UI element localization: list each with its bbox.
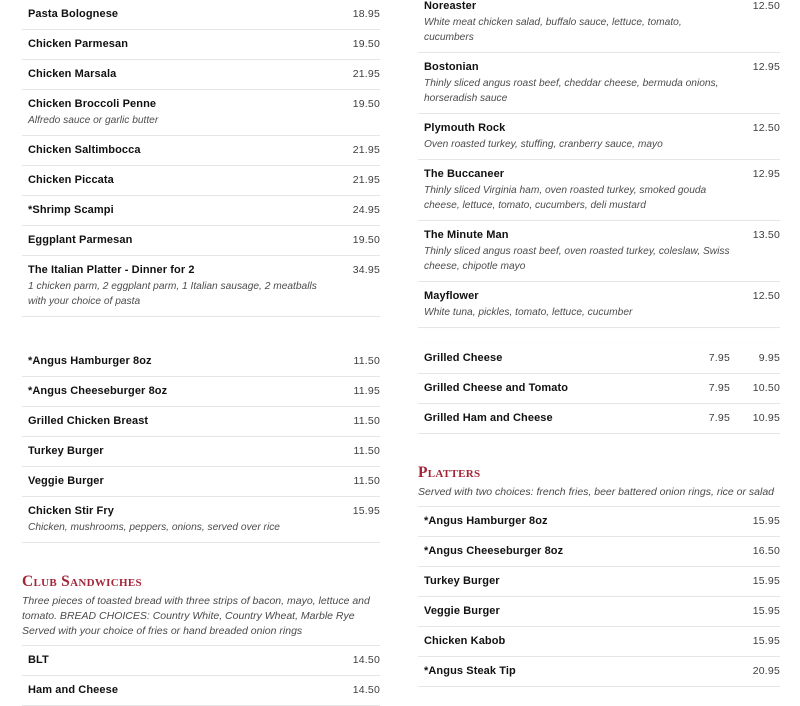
item-price-secondary: 10.95 (752, 412, 780, 424)
menu-item[interactable] (418, 506, 780, 537)
menu-item[interactable] (418, 567, 780, 597)
section-title: Club Sandwiches (22, 573, 142, 590)
item-name: Grilled Cheese (424, 352, 503, 364)
item-name: Grilled Ham and Cheese (424, 412, 553, 424)
item-name: The Italian Platter - Dinner for 2 (28, 264, 195, 276)
item-price: 12.95 (752, 61, 780, 73)
item-list (418, 506, 780, 687)
menu-item[interactable] (418, 374, 780, 404)
item-name: The Buccaneer (424, 168, 505, 180)
item-name: *Angus Steak Tip (424, 665, 516, 678)
section-deli-sandwiches (418, 0, 780, 328)
item-price-secondary: 9.95 (758, 352, 780, 364)
item-name: Chicken Kabob (424, 635, 506, 648)
item-name: Chicken Broccoli Penne (28, 98, 157, 110)
menu-item[interactable] (418, 537, 780, 567)
menu-column-left (0, 0, 400, 697)
item-price: 19.50 (352, 234, 380, 246)
item-name: Mayflower (424, 290, 479, 302)
menu-item[interactable] (22, 0, 380, 30)
item-name: The Minute Man (424, 229, 509, 241)
menu-item[interactable] (418, 404, 780, 434)
item-name: Chicken Marsala (28, 68, 117, 80)
item-name: Plymouth Rock (424, 122, 506, 134)
item-description: 1 chicken parm, 2 eggplant parm, 1 Italian sausage, 2 meatballs with your choice of pasta (28, 281, 317, 307)
section-divider-gap (22, 317, 380, 347)
menu-item[interactable] (22, 166, 380, 196)
item-description: Thinly sliced angus roast beef, oven roasted turkey, coleslaw, Swiss cheese, chipotle mayo (424, 246, 730, 272)
item-price: 19.50 (352, 98, 380, 110)
item-price: 12.50 (752, 290, 780, 302)
item-name: Pasta Bolognese (28, 8, 119, 20)
item-name: Chicken Saltimbocca (28, 144, 141, 156)
menu-item[interactable] (418, 221, 780, 282)
item-price: 11.50 (353, 445, 380, 457)
menu-item[interactable] (22, 377, 380, 407)
item-price: 16.50 (752, 545, 780, 558)
section-grilled-cheese (418, 328, 780, 434)
item-list (418, 328, 780, 434)
item-price: 18.95 (352, 8, 380, 20)
item-name: *Angus Hamburger 8oz (424, 515, 548, 528)
menu-item[interactable] (22, 60, 380, 90)
menu-item[interactable] (22, 256, 380, 317)
item-name: Veggie Burger (424, 605, 500, 618)
menu-item[interactable] (22, 437, 380, 467)
item-price: 7.95 (708, 352, 730, 364)
item-price: 11.50 (353, 355, 380, 367)
item-name: Eggplant Parmesan (28, 234, 133, 246)
section-divider-gap (418, 434, 780, 464)
item-name: *Angus Cheeseburger 8oz (424, 545, 564, 558)
section-burgers (22, 347, 380, 543)
menu-item[interactable] (418, 627, 780, 657)
item-price-secondary: 10.50 (752, 382, 780, 394)
item-name: Grilled Chicken Breast (28, 415, 149, 427)
item-name: Chicken Parmesan (28, 38, 129, 50)
item-price: 15.95 (752, 635, 780, 648)
item-name: *Angus Cheeseburger 8oz (28, 385, 168, 397)
item-price: 20.95 (752, 665, 780, 678)
item-price: 11.95 (353, 385, 380, 397)
item-price: 7.95 (708, 412, 730, 424)
item-description: Oven roasted turkey, stuffing, cranberry sauce, mayo (424, 139, 663, 150)
item-name: *Angus Hamburger 8oz (28, 355, 152, 367)
item-price: 14.50 (352, 654, 380, 667)
item-price: 12.50 (752, 122, 780, 134)
menu-item[interactable] (418, 53, 780, 114)
item-description: White meat chicken salad, buffalo sauce, lettuce, tomato, cucumbers (424, 17, 682, 43)
section-description: Served with two choices: french fries, beer battered onion rings, rice or salad (418, 486, 775, 499)
menu-item[interactable] (418, 282, 780, 328)
item-price: 15.95 (752, 575, 780, 588)
item-description: Thinly sliced Virginia ham, oven roasted turkey, smoked gouda cheese, lettuce, tomato, cucumbers, deli mustard (424, 185, 707, 211)
menu-item-partially-hidden[interactable] (418, 328, 780, 344)
item-name: Veggie Burger (28, 475, 104, 487)
menu-item[interactable] (22, 226, 380, 256)
item-description: White tuna, pickles, tomato, lettuce, cucumber (424, 307, 633, 318)
item-list (22, 347, 380, 543)
item-price: 15.95 (352, 505, 380, 517)
item-price: 11.50 (353, 475, 380, 487)
item-price: 12.95 (752, 168, 780, 180)
section-divider-gap (22, 543, 380, 573)
item-price: 12.50 (752, 0, 780, 12)
item-price: 14.50 (352, 684, 380, 697)
section-platters (418, 464, 780, 687)
menu-item[interactable] (22, 497, 380, 543)
item-name: Chicken Piccata (28, 174, 114, 186)
menu-item[interactable] (418, 0, 780, 53)
item-price: 13.50 (752, 229, 780, 241)
item-name: Turkey Burger (28, 445, 104, 457)
item-name: Noreaster (424, 0, 477, 12)
menu-item[interactable] (418, 160, 780, 221)
item-price: 19.50 (352, 38, 380, 50)
item-name: Grilled Cheese and Tomato (424, 382, 569, 394)
item-description: Thinly sliced angus roast beef, cheddar cheese, bermuda onions, horseradish sauce (424, 78, 719, 104)
menu-item[interactable] (22, 407, 380, 437)
menu-item[interactable] (22, 676, 380, 706)
item-description: Chicken, mushrooms, peppers, onions, served over rice (28, 522, 280, 533)
item-name: Ham and Cheese (28, 684, 119, 697)
menu-item[interactable] (22, 30, 380, 60)
item-price: 15.95 (752, 515, 780, 528)
menu-item[interactable] (418, 597, 780, 627)
menu-item[interactable] (22, 136, 380, 166)
menu-item[interactable] (22, 467, 380, 497)
item-price: 11.50 (353, 415, 380, 427)
item-price: 21.95 (352, 68, 380, 80)
section-pasta-and-entrees (22, 0, 380, 317)
item-name: *Shrimp Scampi (28, 204, 114, 216)
menu-item[interactable] (22, 645, 380, 676)
item-list (22, 0, 380, 317)
item-name: Bostonian (424, 61, 479, 73)
item-price: 21.95 (352, 174, 380, 186)
item-price: 21.95 (352, 144, 380, 156)
menu-item[interactable] (418, 657, 780, 687)
item-price: 15.95 (752, 605, 780, 618)
menu-item[interactable] (22, 90, 380, 136)
menu-item[interactable] (22, 347, 380, 377)
item-name: Chicken Stir Fry (28, 505, 114, 517)
menu-column-right (400, 0, 800, 678)
menu-item[interactable] (418, 344, 780, 374)
item-price: 7.95 (708, 382, 730, 394)
item-price: 34.95 (352, 264, 380, 276)
menu-item[interactable] (22, 196, 380, 226)
section-title: Platters (418, 464, 481, 481)
item-description: Alfredo sauce or garlic butter (28, 115, 159, 126)
item-list (22, 645, 380, 706)
item-name: Turkey Burger (424, 575, 500, 588)
section-club-sandwiches (22, 573, 380, 706)
item-price: 24.95 (352, 204, 380, 216)
item-name: BLT (28, 654, 49, 667)
item-list (418, 0, 780, 328)
menu-item[interactable] (418, 114, 780, 160)
section-description: Three pieces of toasted bread with three strips of bacon, mayo, lettuce and tomato. BREAD CHOICES: Country White, Country Wheat, Marble Rye Served with your choice of fries or hand breaded onion rings (22, 595, 370, 638)
